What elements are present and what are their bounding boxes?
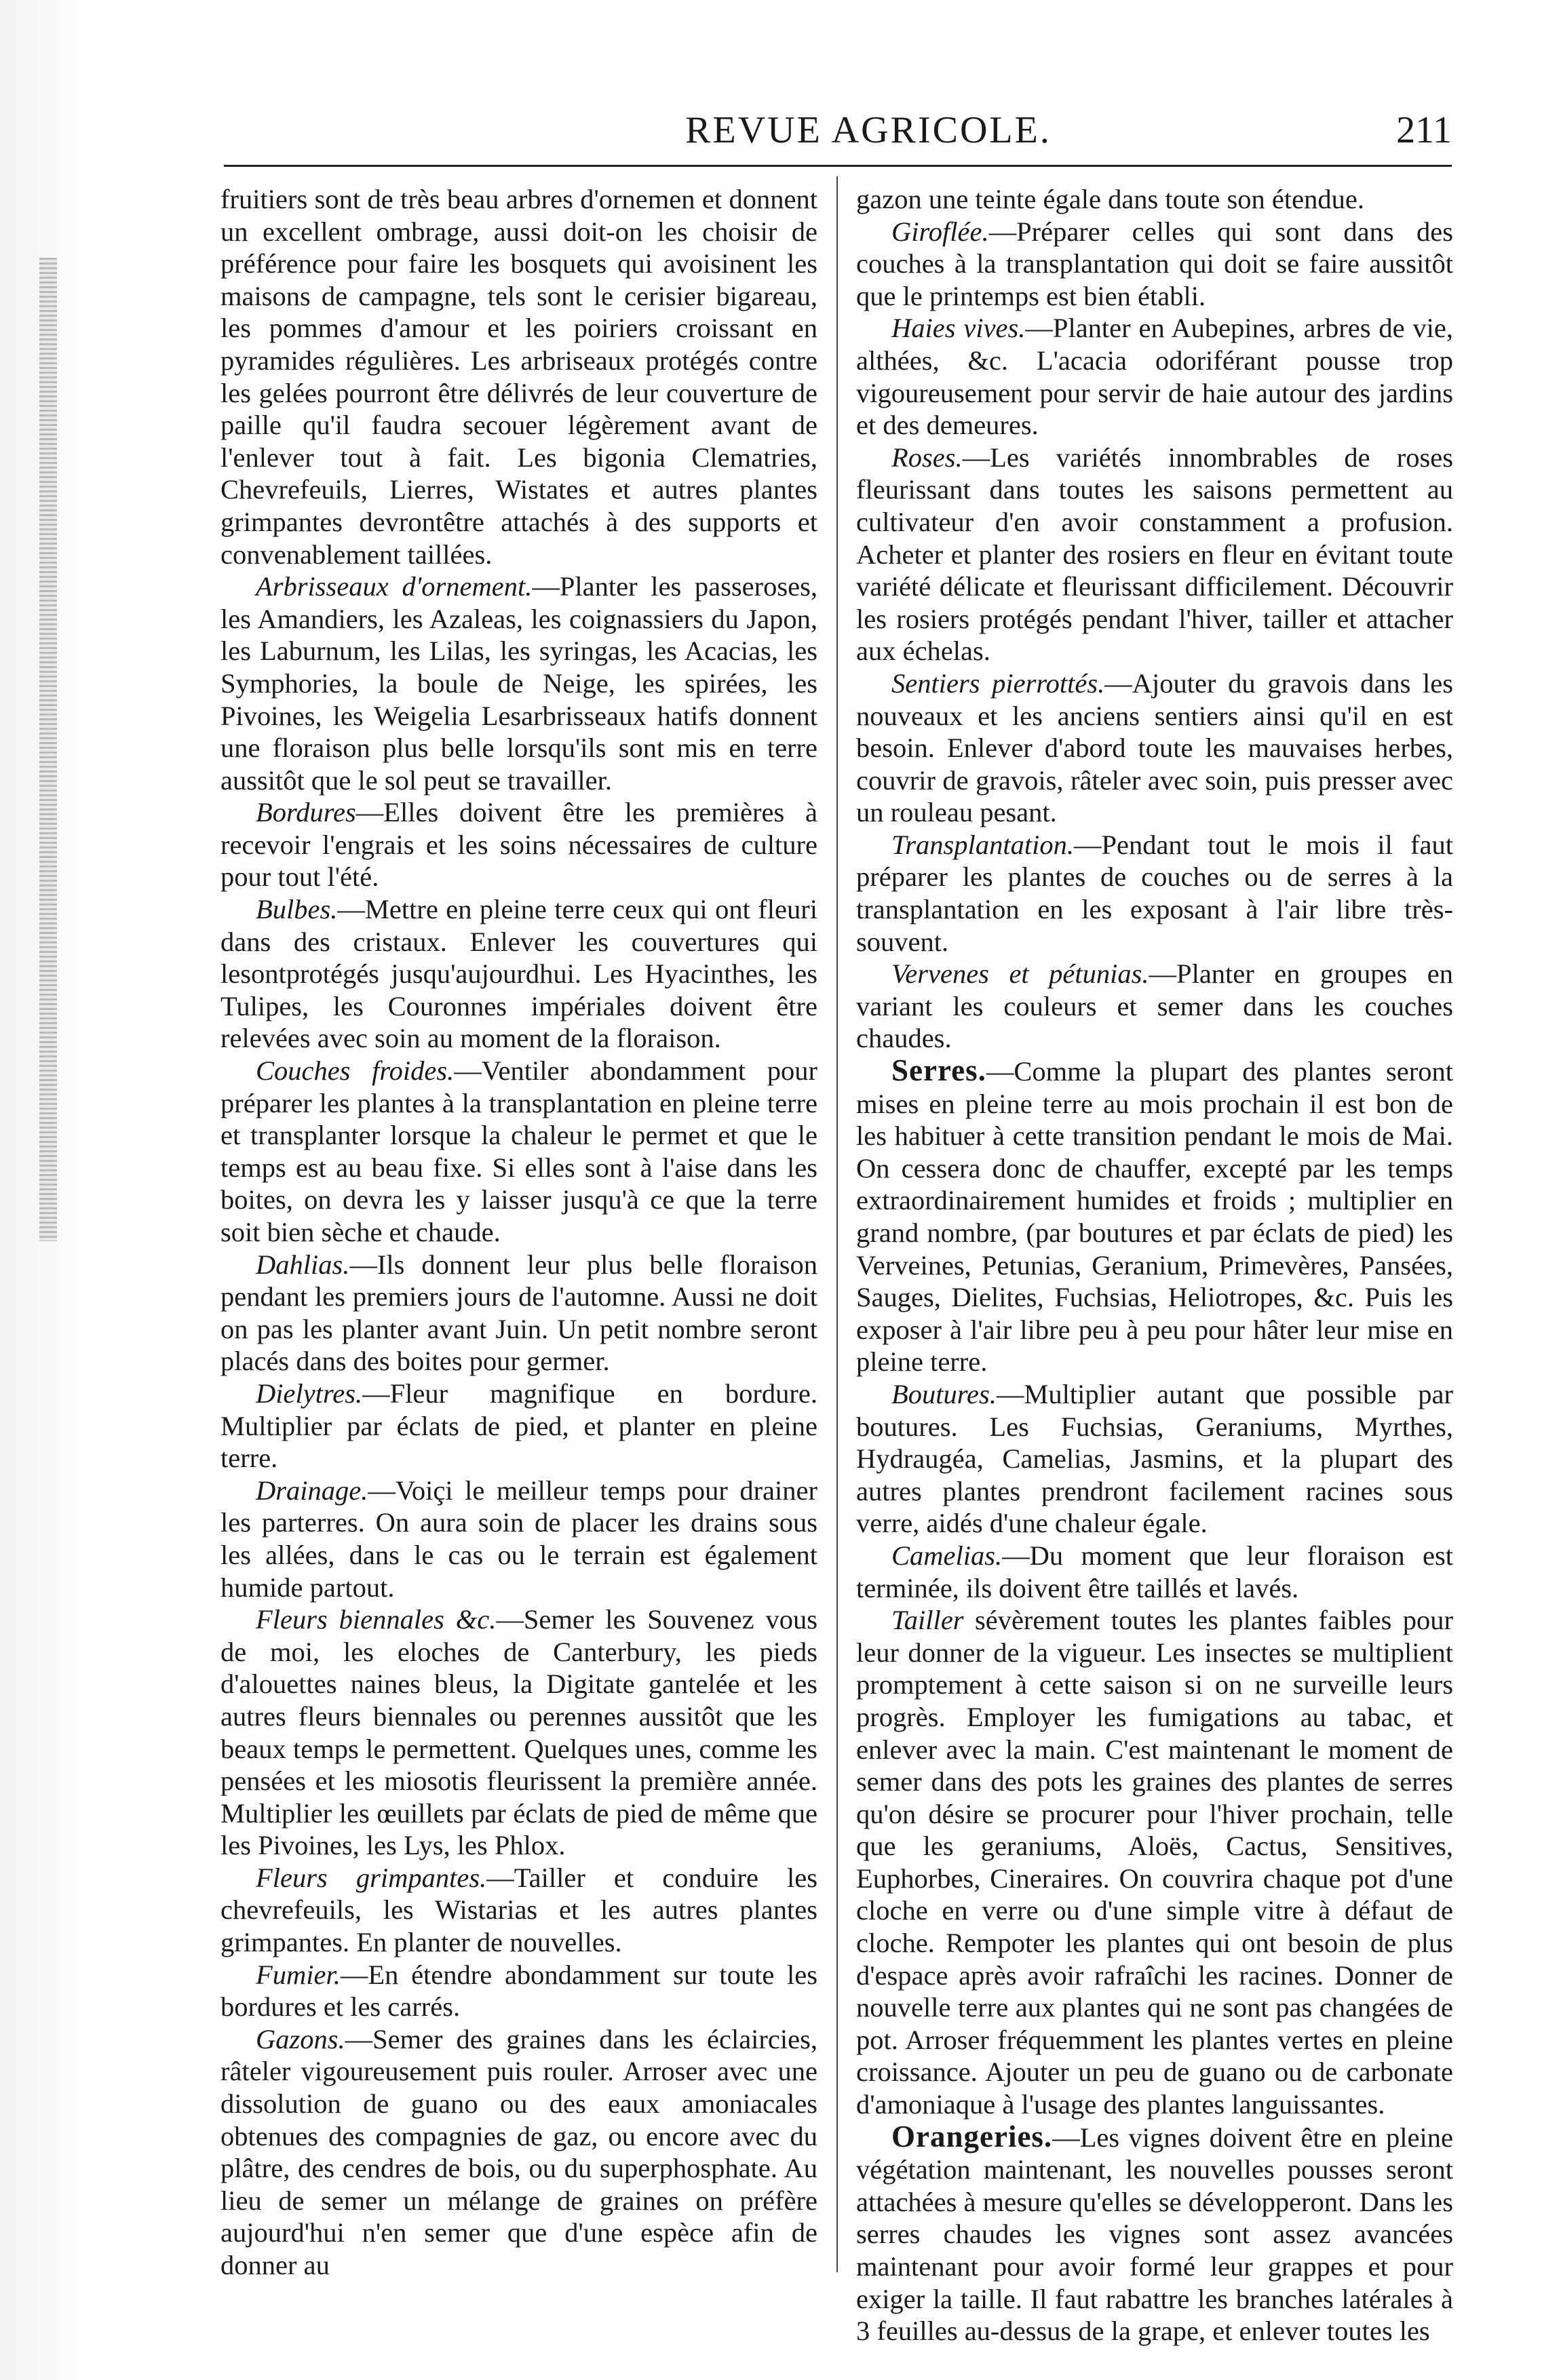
paragraph bbox=[220, 1378, 817, 1475]
paragraph bbox=[856, 958, 1453, 1055]
paragraph bbox=[856, 1378, 1453, 1540]
entry-heading: Drainage. bbox=[256, 1475, 368, 1506]
entry-heading: Vervenes et pétunias. bbox=[891, 958, 1149, 990]
paragraph bbox=[856, 1055, 1453, 1378]
paragraph bbox=[220, 570, 817, 796]
entry-heading: Roses. bbox=[891, 442, 963, 473]
paragraph bbox=[856, 312, 1453, 441]
entry-heading: Bordures bbox=[256, 797, 356, 828]
entry-heading: Dielytres. bbox=[256, 1378, 363, 1409]
entry-heading: Transplantation. bbox=[891, 829, 1074, 860]
entry-heading: Fleurs biennales &c. bbox=[256, 1604, 497, 1635]
entry-text: —En étendre abondamment sur toute les bordures et les carrés. bbox=[220, 1959, 817, 2023]
journal-title: REVUE AGRICOLE. bbox=[685, 109, 1052, 151]
paragraph bbox=[856, 829, 1453, 958]
entry-heading: Sentiers pierrottés. bbox=[891, 667, 1105, 699]
entry-text: —Multiplier autant que possible par boutures. Les Fuchsias, Geraniums, Myrthes, Hydraugéa, Camelias, Jasmins, et la plupart des autres plantes prendront facilement racines sous verre, aidés d'une chaleur égale. bbox=[856, 1378, 1453, 1539]
entry-text: —Ils donnent leur plus belle floraison pendant les premiers jours de l'automne. Aussi ne doit on pas les planter avant Juin. Un petit nombre seront placés dans des boites pour germer. bbox=[220, 1249, 817, 1377]
entry-text: —Voiçi le meilleur temps pour drainer les parterres. On aura soin de placer les drains sous les allées, dans le cas ou le terrain est également humide partout. bbox=[220, 1475, 817, 1603]
paragraph bbox=[220, 893, 817, 1055]
right-column bbox=[856, 183, 1453, 2347]
paragraph bbox=[220, 1055, 817, 1249]
entry-heading: Fumier. bbox=[256, 1959, 341, 1990]
entry-text: —Comme la plupart des plantes seront mises en pleine terre au mois prochain il est bon de les habituer à cette transition pendant le mois de Mai. On cessera donc de chauffer, excepté par les temps extraordinairement humides et froids ; multiplier en grand nombre, (par boutures et par éclats de pied) les Verveines, Petunias, Geranium, Primevères, Pansées, Sauges, Dielites, Fuchsias, Heliotropes, &c. Puis les exposer à l'air libre peu à peu pour hâter leur mise en pleine terre. bbox=[856, 1056, 1453, 1378]
entry-text: —Semer des graines dans les éclaircies, râteler vigoureusement puis rouler. Arroser avec une dissolution de guano ou des eaux amoniacales obtenues des compagnies de gaz, ou encore avec du plâtre, des cendres de bois, ou du superphosphate. Au lieu de semer un mélange de graines on préfère aujourd'hui n'en semer que d'une espèce afin de donner au bbox=[220, 2023, 817, 2280]
entry-text: —Semer les Souvenez vous de moi, les eloches de Canterbury, les pieds d'alouettes naines bleus, la Digitate gantelée et les autres fleurs biennales ou perennes aussitôt que les beaux temps le permettent. Quelques unes, comme les pensées et les miosotis fleurissent la première année. Multiplier les œuillets par éclats de pied de même que les Pivoines, les Lys, les Phlox. bbox=[220, 1604, 818, 1861]
paragraph bbox=[220, 796, 817, 893]
entry-text: —Préparer celles qui sont dans des couches à la transplantation qui doit se faire aussitôt que le printemps est bien établi. bbox=[856, 216, 1453, 311]
entry-heading: Arbrisseaux d'ornement. bbox=[256, 571, 533, 602]
entry-heading: Boutures. bbox=[891, 1378, 997, 1409]
entry-text: —Mettre en pleine terre ceux qui ont fleuri dans des cristaux. Enlever les couvertures qui lesontprotégés jusqu'aujourdhui. Les Hyacinthes, les Tulipes, les Couronnes impériales doivent être relevées avec soin au moment de la floraison. bbox=[220, 894, 817, 1054]
entry-text: —Tailler et conduire les chevrefeuils, les Wistarias et les autres plantes grimpantes. En planter de nouvelles. bbox=[220, 1862, 818, 1958]
entry-heading: Couches froides. bbox=[256, 1055, 455, 1087]
paragraph bbox=[856, 667, 1453, 829]
entry-heading: Tailler bbox=[891, 1605, 964, 1636]
entry-heading: Bulbes. bbox=[256, 894, 338, 925]
entry-text: gazon une teinte égale dans toute son étendue. bbox=[856, 184, 1364, 214]
entry-text: —Les vignes doivent être en pleine végétation maintenant, les nouvelles pousses seront attachées à mesure qu'elles se développeront. Dans les serres chaudes les vignes sont assez avancées maintenant pour avoir formé leur grappes et pour exiger la taille. Il faut rabattre les branches latérales à 3 feuilles au-dessus de la grape, et enlever toutes les bbox=[856, 2122, 1453, 2347]
entry-text: —Planter en Aubepines, arbres de vie, althées, &c. L'acacia odoriférant pousse trop vigoureusement pour servir de haie autour des jardins et des demeures. bbox=[856, 313, 1454, 441]
paragraph bbox=[220, 1475, 817, 1603]
paragraph bbox=[856, 216, 1453, 313]
paragraph bbox=[220, 1603, 817, 1862]
running-head bbox=[224, 102, 1513, 156]
paragraph bbox=[220, 1959, 817, 2023]
left-column bbox=[220, 183, 817, 2282]
page-number: 211 bbox=[1396, 109, 1452, 151]
entry-text: —Fleur magnifique en bordure. Multiplier par éclats de pied, et planter en pleine terre. bbox=[220, 1378, 817, 1474]
entry-text: fruitiers sont de très beau arbres d'ornemen et donnent un excellent ombrage, aussi doit-on les choisir de préférence pour faire les bosquets qui avoisinent les maisons de campagne, tels sont le cerisier bigareau, les pommes d'amour et les poiriers croissant en pyramides régulières. Les arbriseaux protégés contre les gelées pourront être délivrés de leur couverture de paille qu'il faudra secouer légèrement avant de l'enlever tout à fait. Les bigonia Clematries, Chevrefeuils, Lierres, Wistates et autres plantes grimpantes devrontêtre attachés à des supports et convenablement taillées. bbox=[220, 184, 817, 570]
paragraph bbox=[220, 1249, 817, 1378]
entry-text: —Ventiler abondamment pour préparer les plantes à la transplantation en pleine terre et transplanter lorsque la chaleur le permet et que le temps est au beau fixe. Si elles sont à l'aise dans les boites, on devra les y laisser jusqu'à ce que la terre soit bien sèche et chaude. bbox=[220, 1055, 817, 1247]
entry-heading: Dahlias. bbox=[256, 1249, 350, 1280]
entry-heading: Gazons. bbox=[256, 2023, 345, 2054]
entry-text: —Les variétés innombrables de roses fleurissant dans toutes les saisons permettent au cultivateur d'en avoir constamment a profusion. Acheter et planter des rosiers en fleur en évitant toute variété délicate et fleurissant difficilement. Découvrir les rosiers protégés pendant l'hiver, tailler et attacher aux échelas. bbox=[856, 442, 1453, 667]
binding-scan-streak bbox=[39, 258, 57, 1241]
paragraph bbox=[856, 1604, 1453, 2121]
paragraph bbox=[220, 183, 817, 570]
paragraph bbox=[220, 1862, 817, 1959]
entry-text: —Planter en groupes en variant les couleurs et semer dans les couches chaudes. bbox=[856, 958, 1453, 1054]
entry-text: —Pendant tout le mois il faut préparer les plantes de couches ou de serres à la transplantation en les exposant à l'air libre très-souvent. bbox=[856, 829, 1453, 957]
entry-heading: Fleurs grimpantes. bbox=[256, 1862, 487, 1893]
entry-heading: Haies vives. bbox=[891, 313, 1026, 344]
paragraph bbox=[856, 1540, 1453, 1604]
paragraph bbox=[220, 2023, 817, 2282]
column-divider bbox=[836, 176, 838, 2272]
paragraph bbox=[856, 2121, 1453, 2347]
entry-text: —Ajouter du gravois dans les nouveaux et les anciens sentiers ainsi qu'il en est besoin. Enlever d'abord toute les mauvaises herbes, couvrir de gravois, râteler avec soin, puis presser avec un rouleau pesant. bbox=[856, 667, 1454, 828]
entry-text: —Elles doivent être les premières à recevoir l'engrais et les soins nécessaires de culture pour tout l'été. bbox=[220, 797, 817, 893]
entry-heading: Orangeries. bbox=[891, 2119, 1053, 2153]
entry-heading: Giroflée. bbox=[891, 216, 989, 247]
header-rule bbox=[224, 165, 1452, 167]
entry-text: sévèrement toutes les plantes faibles pour leur donner de la vigueur. Les insectes se multiplient promptement à cette saison si on ne surveille leurs progrès. Employer les fumigations au tabac, et enlever avec la main. C'est maintenant le moment de semer dans des pots les graines des plantes de serres qu'on désire se procurer pour l'hiver prochain, telle que les geraniums, Aloës, Cactus, Sensitives, Euphorbes, Cineraires. On couvrira chaque pot d'une cloche en verre ou d'une simple vitre à défaut de cloche. Rempoter les plantes qui ont besoin de plus d'espace après avoir rafraîchi les racines. Donner de nouvelle terre aux plantes qui ne sont pas changées de pot. Arroser fréquemment les plantes vertes en pleine croissance. Ajouter un peu de guano ou de carbonate d'amoniaque à l'usage des plantes languissantes. bbox=[856, 1605, 1453, 2120]
paragraph bbox=[856, 183, 1453, 216]
entry-heading: Camelias. bbox=[891, 1540, 1003, 1571]
entry-heading: Serres. bbox=[891, 1053, 986, 1088]
paragraph bbox=[856, 442, 1453, 667]
entry-text: —Du moment que leur floraison est terminée, ils doivent être taillés et lavés. bbox=[856, 1540, 1453, 1603]
entry-text: —Planter les passeroses, les Amandiers, les Azaleas, les coignassiers du Japon, les Laburnum, les Lilas, les syringas, les Acacias, les Symphories, la boule de Neige, les spirées, les Pivoines, les Weigelia Lesarbrisseaux hatifs donnent une floraison plus belle lorsqu'ils sont mis en terre aussitôt que le sol peut se travailler. bbox=[220, 571, 817, 796]
